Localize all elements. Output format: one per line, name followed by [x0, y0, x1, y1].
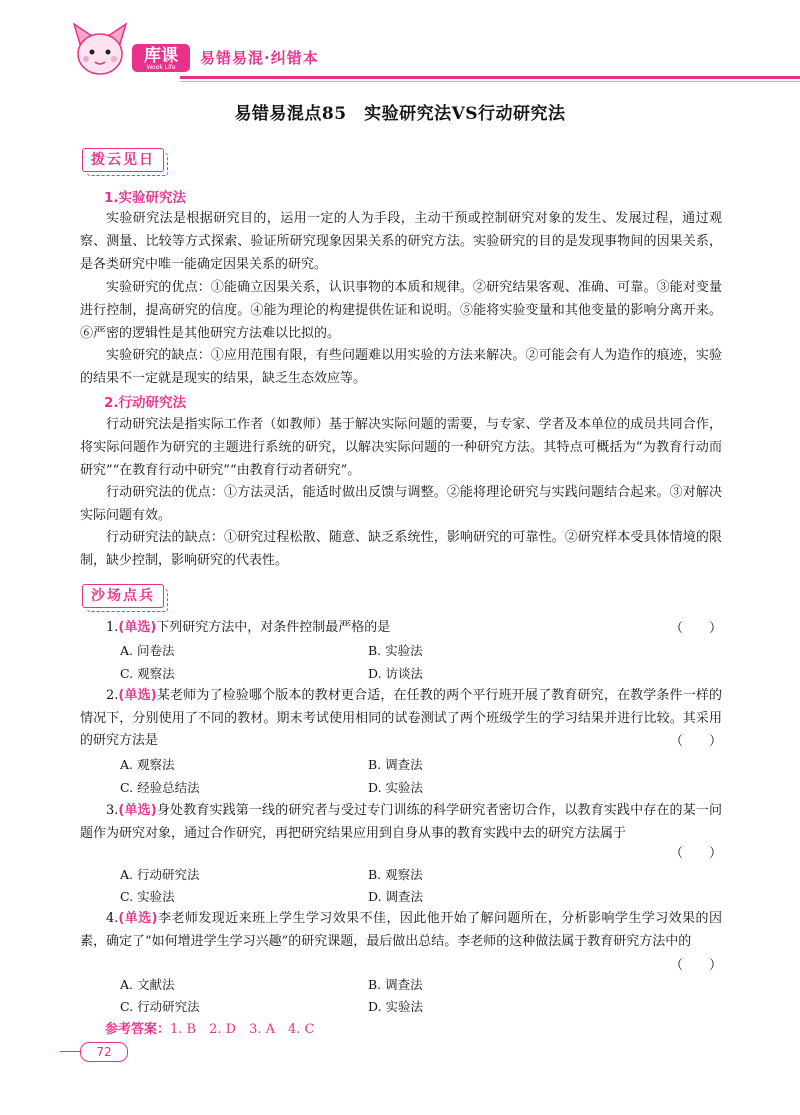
brand-name: 库课 — [144, 46, 178, 66]
option-d: D. 实验法 — [368, 999, 424, 1014]
answer-blank: （ ） — [669, 621, 722, 636]
question-type-tag: (单选) — [118, 911, 158, 926]
section-label-insight: 拨云见日 — [82, 148, 164, 172]
option-a: A. 行动研究法 — [120, 867, 200, 882]
paragraph-experimental-disadvantages: 实验研究的缺点：①应用范围有限，有些问题难以用实验的方法来解决。②可能会有人为造作的痕迹，实验的结果不一定就是现实的结果，缺乏生态效应等。 — [80, 348, 722, 386]
paragraph-experimental-definition: 实验研究法是根据研究目的，运用一定的人为手段，主动干预或控制研究对象的发生、发展过程，通过观察、测量、比较等方式探索、验证所研究现象因果关系的研究方法。实验研究的目的是发现事物间的因果关系，是各类研究中唯一能确定因果关系的研究。 — [80, 211, 722, 272]
question-3 — [80, 800, 722, 845]
subheading-action-research: 2.行动研究法 — [104, 395, 187, 411]
paragraph-experimental-advantages: 实验研究的优点：①能确立因果关系，认识事物的本质和规律。②研究结果客观、准确、可靠。③能对变量进行控制，提高研究的信度。④能为理论的构建提供佐证和说明。⑤能将实验变量和其他变量的影响分离开来。⑥严密的逻辑性是其他研究方法难以比拟的。 — [80, 280, 722, 341]
answer-key-text: 1. B 2. D 3. A 4. C — [170, 1022, 315, 1037]
paragraph-action-disadvantages: 行动研究法的缺点：①研究过程松散、随意、缺乏系统性，影响研究的可靠性。②研究样本受具体情境的限制，缺少控制，影响研究的代表性。 — [80, 530, 722, 568]
paragraph-action-definition: 行动研究法是指实际工作者（如教师）基于解决实际问题的需要，与专家、学者及本单位的成员共同合作，将实际问题作为研究的主题进行系统的研究，以解决实际问题的一种研究方法。其特点可概括为“为教育行动而研究”“在教育行动中研究”“由教育行动者研究”。 — [80, 417, 722, 478]
question-number: 3. — [106, 803, 119, 818]
option-a: A. 文献法 — [120, 977, 175, 992]
brand-sub: Wook Life — [146, 64, 176, 71]
question-text: 李老师发现近来班上学生学习效果不佳，因此他开始了解问题所在，分析影响学生学习效果的因素，确定了“如何增进学生学习兴趣”的研究课题，最后做出总结。李老师的这种做法属于教育研究方法中的 — [80, 911, 722, 949]
page-number-line — [60, 1051, 80, 1052]
option-c: C. 经验总结法 — [120, 780, 200, 795]
answer-blank: （ ） — [669, 958, 722, 973]
question-text: 下列研究方法中，对条件控制最严格的是 — [156, 620, 391, 635]
header-divider — [180, 76, 800, 79]
option-b: B. 观察法 — [368, 867, 423, 882]
question-type-tag: (单选) — [118, 803, 157, 818]
question-number: 4. — [106, 911, 119, 926]
question-type-tag: (单选) — [118, 688, 157, 703]
page-number: 72 — [80, 1042, 128, 1062]
option-d: D. 实验法 — [368, 780, 424, 795]
paragraph-action-advantages: 行动研究法的优点：①方法灵活，能适时做出反馈与调整。②能将理论研究与实践问题结合起来。③对解决实际问题有效。 — [80, 485, 722, 523]
option-b: B. 调查法 — [368, 977, 423, 992]
brand-logo — [132, 44, 190, 72]
question-2 — [80, 685, 722, 753]
page-header — [0, 0, 800, 92]
answer-blank: （ ） — [669, 846, 722, 861]
question-text: 某老师为了检验哪个版本的教材更合适，在任教的两个平行班开展了教育研究，在教学条件一样的情况下，分别使用了不同的教材。期末考试使用相同的试卷测试了两个班级学生的学习结果并进行比较。其采用的研究方法是 — [80, 688, 722, 748]
option-b: B. 调查法 — [368, 757, 423, 772]
answer-key — [105, 1018, 314, 1037]
question-type-tag: (单选) — [118, 620, 157, 635]
header-divider-thin — [180, 81, 800, 82]
option-a: A. 观察法 — [120, 757, 175, 772]
option-d: D. 访谈法 — [368, 666, 424, 681]
answer-key-label: 参考答案： — [105, 1022, 171, 1037]
question-number: 2. — [106, 688, 119, 703]
option-c: C. 观察法 — [120, 666, 175, 681]
option-d: D. 调查法 — [368, 889, 424, 904]
question-text: 身处教育实践第一线的研究者与受过专门训练的科学研究者密切合作，以教育实践中存在的某一问题作为研究对象，通过合作研究，再把研究结果应用到自身从事的教育实践中去的研究方法属于 — [80, 803, 722, 841]
option-a: A. 问卷法 — [120, 643, 175, 658]
subheading-experimental-method: 1.实验研究法 — [104, 190, 187, 206]
option-c: C. 行动研究法 — [120, 999, 200, 1014]
page-title: 易错易混点85 实验研究法VS行动研究法 — [234, 104, 566, 124]
question-4 — [80, 908, 722, 953]
option-b: B. 实验法 — [368, 643, 423, 658]
option-c: C. 实验法 — [120, 889, 175, 904]
question-number: 1. — [106, 620, 119, 635]
mascot-logo-icon — [70, 22, 130, 78]
section-label-practice: 沙场点兵 — [82, 584, 164, 608]
question-1 — [80, 617, 722, 640]
header-title: 易错易混·纠错本 — [200, 49, 319, 67]
answer-blank: （ ） — [669, 734, 722, 749]
